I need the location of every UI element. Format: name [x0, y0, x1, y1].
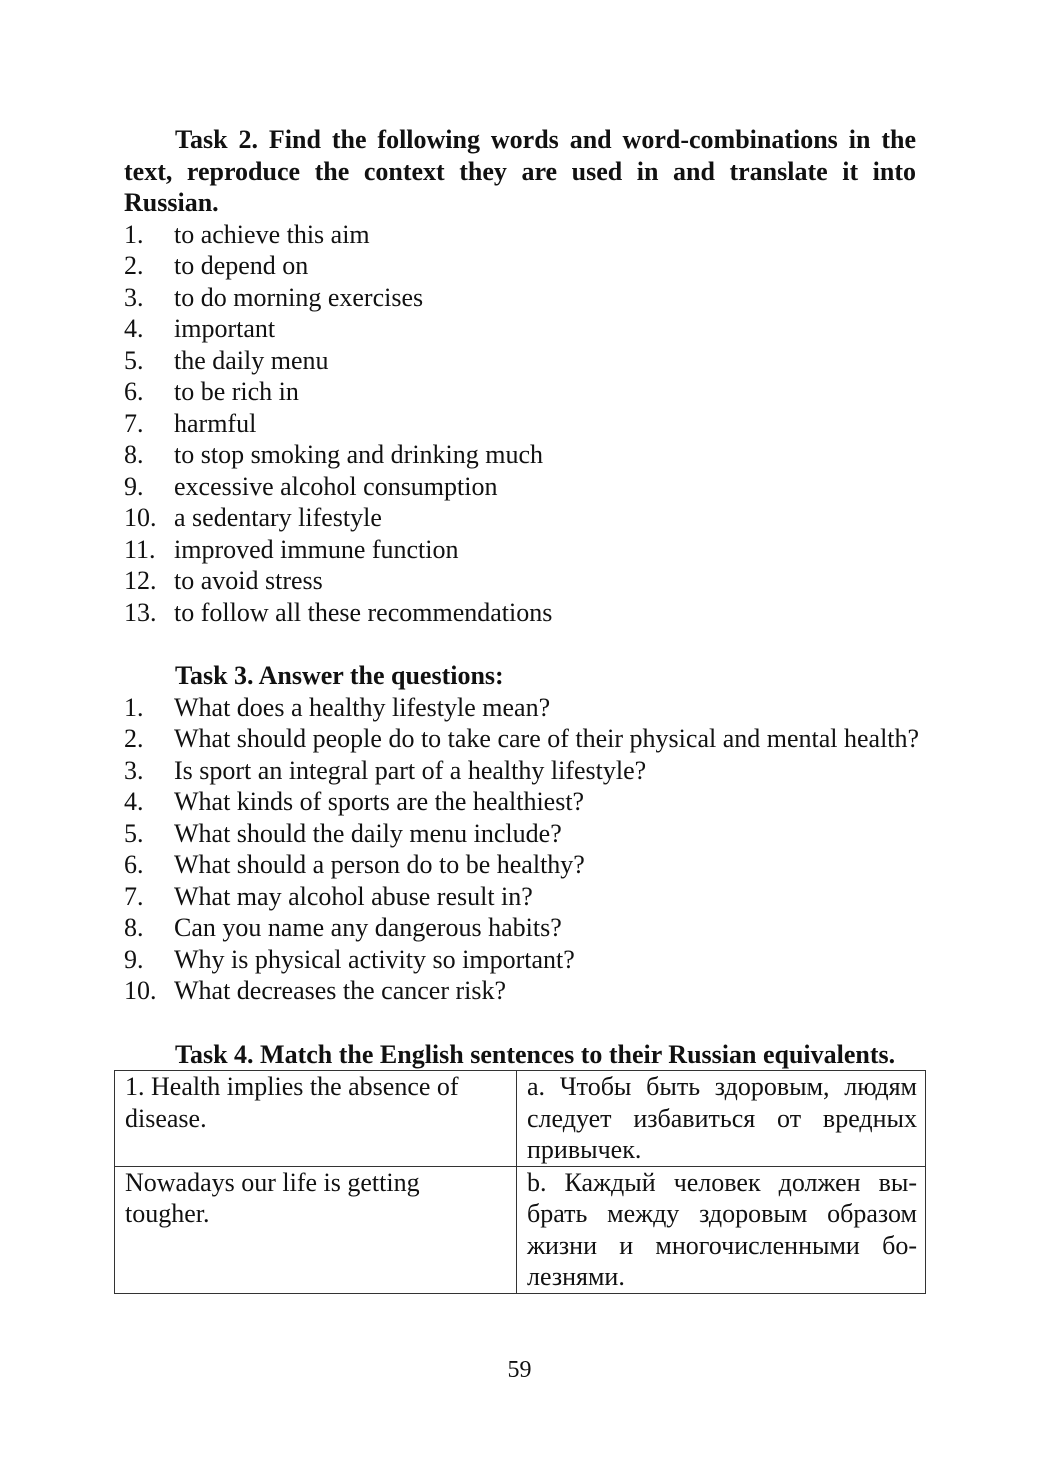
list-item: [124, 818, 916, 850]
table-row: [115, 1166, 926, 1293]
task4-heading: Task 4. Match the English sentences to their Russian equivalents.: [175, 1039, 896, 1069]
list-item: [124, 439, 916, 471]
english-sentence-cell: 1. Health implies the absence of disease.: [115, 1071, 517, 1167]
task3-heading: Task 3. Answer the questions:: [175, 661, 504, 690]
list-item: [124, 597, 916, 629]
list-item-number: 11.: [124, 534, 156, 564]
list-item: [124, 471, 916, 503]
list-item-number: 3.: [124, 282, 144, 312]
list-item-number: 8.: [124, 913, 144, 942]
list-item: [124, 345, 916, 377]
list-item-number: 10.: [124, 976, 157, 1005]
list-item-text: What should people do to take care of their physical and mental health?: [174, 724, 920, 753]
list-item: [124, 849, 916, 881]
task3-list: [124, 692, 920, 1007]
task2-heading: Task 2. Find the following words and word-combinations in the text, reproduce the context they are used in and translate it into Russian.: [124, 125, 916, 217]
list-item-number: 10.: [124, 503, 157, 532]
list-item-text: important: [174, 314, 276, 343]
list-item-number: 2.: [124, 251, 144, 280]
list-item-number: 4.: [124, 787, 144, 816]
list-item: [124, 692, 916, 724]
list-item-text: to do morning exercises: [174, 282, 424, 312]
list-item: [124, 912, 916, 944]
list-item-number: 2.: [124, 724, 144, 753]
list-item-number: 9.: [124, 944, 144, 974]
list-item-text: to depend on: [174, 251, 309, 280]
russian-sentence-cell: a. Чтобы быть здоровым, людям следует избавиться от вредных привычек.: [517, 1071, 926, 1167]
list-item-text: to follow all these recommendations: [174, 597, 553, 627]
list-item-text: Can you name any dangerous habits?: [174, 913, 562, 942]
section-gap: [124, 1007, 916, 1039]
list-item: [124, 282, 916, 314]
matching-table: [114, 1070, 926, 1294]
list-item-text: to be rich in: [174, 377, 299, 406]
list-item: [124, 975, 916, 1007]
list-item-text: What does a healthy lifestyle mean?: [174, 692, 551, 722]
list-item: [124, 565, 916, 597]
list-item-number: 6.: [124, 850, 144, 879]
section-gap: [124, 628, 916, 660]
list-item-text: What may alcohol abuse result in?: [174, 881, 533, 911]
table-row: [115, 1071, 926, 1167]
page-content: [124, 124, 920, 1291]
task2-list: [124, 219, 916, 629]
list-item-text: to achieve this aim: [174, 219, 370, 249]
list-item: [124, 502, 916, 534]
list-item-number: 13.: [124, 597, 157, 627]
list-item-number: 8.: [124, 440, 144, 469]
list-item-text: the daily menu: [174, 345, 329, 375]
list-item-text: What should the daily menu include?: [174, 818, 562, 848]
list-item-text: improved immune function: [174, 534, 459, 564]
list-item: [124, 881, 916, 913]
list-item-number: 1.: [124, 692, 144, 722]
page-number: 59: [507, 1357, 532, 1383]
list-item: [124, 313, 916, 345]
list-item-text: What decreases the cancer risk?: [174, 976, 507, 1005]
list-item: [124, 250, 916, 282]
list-item-text: a sedentary lifestyle: [174, 503, 382, 532]
list-item-text: What should a person do to be healthy?: [174, 850, 585, 879]
list-item-text: excessive alcohol consumption: [174, 471, 498, 501]
list-item-number: 7.: [124, 881, 144, 911]
list-item-number: 4.: [124, 314, 144, 343]
list-item-text: Why is physical activity so important?: [174, 944, 575, 974]
list-item: [124, 786, 916, 818]
list-item: [124, 944, 916, 976]
list-item: [124, 408, 916, 440]
list-item-number: 1.: [124, 219, 144, 249]
list-item: [124, 755, 916, 787]
list-item: [124, 534, 916, 566]
list-item-text: harmful: [174, 408, 257, 438]
list-item: [124, 219, 916, 251]
english-sentence-cell: Nowadays our life is getting tougher.: [115, 1166, 517, 1293]
list-item-text: to avoid stress: [174, 566, 323, 595]
list-item-number: 7.: [124, 408, 144, 438]
list-item-number: 6.: [124, 377, 144, 406]
list-item-number: 9.: [124, 471, 144, 501]
list-item-number: 5.: [124, 818, 144, 848]
list-item: [124, 376, 916, 408]
list-item-number: 3.: [124, 755, 144, 785]
list-item-number: 5.: [124, 345, 144, 375]
list-item-text: to stop smoking and drinking much: [174, 440, 544, 469]
list-item-number: 12.: [124, 566, 157, 595]
list-item: [124, 723, 920, 755]
list-item-text: Is sport an integral part of a healthy lifestyle?: [174, 755, 647, 785]
russian-sentence-cell: b. Каждый человек должен вы-брать между здоровым образом жизни и многочисленными бо-лезнями.: [517, 1166, 926, 1293]
list-item-text: What kinds of sports are the healthiest?: [174, 787, 585, 816]
